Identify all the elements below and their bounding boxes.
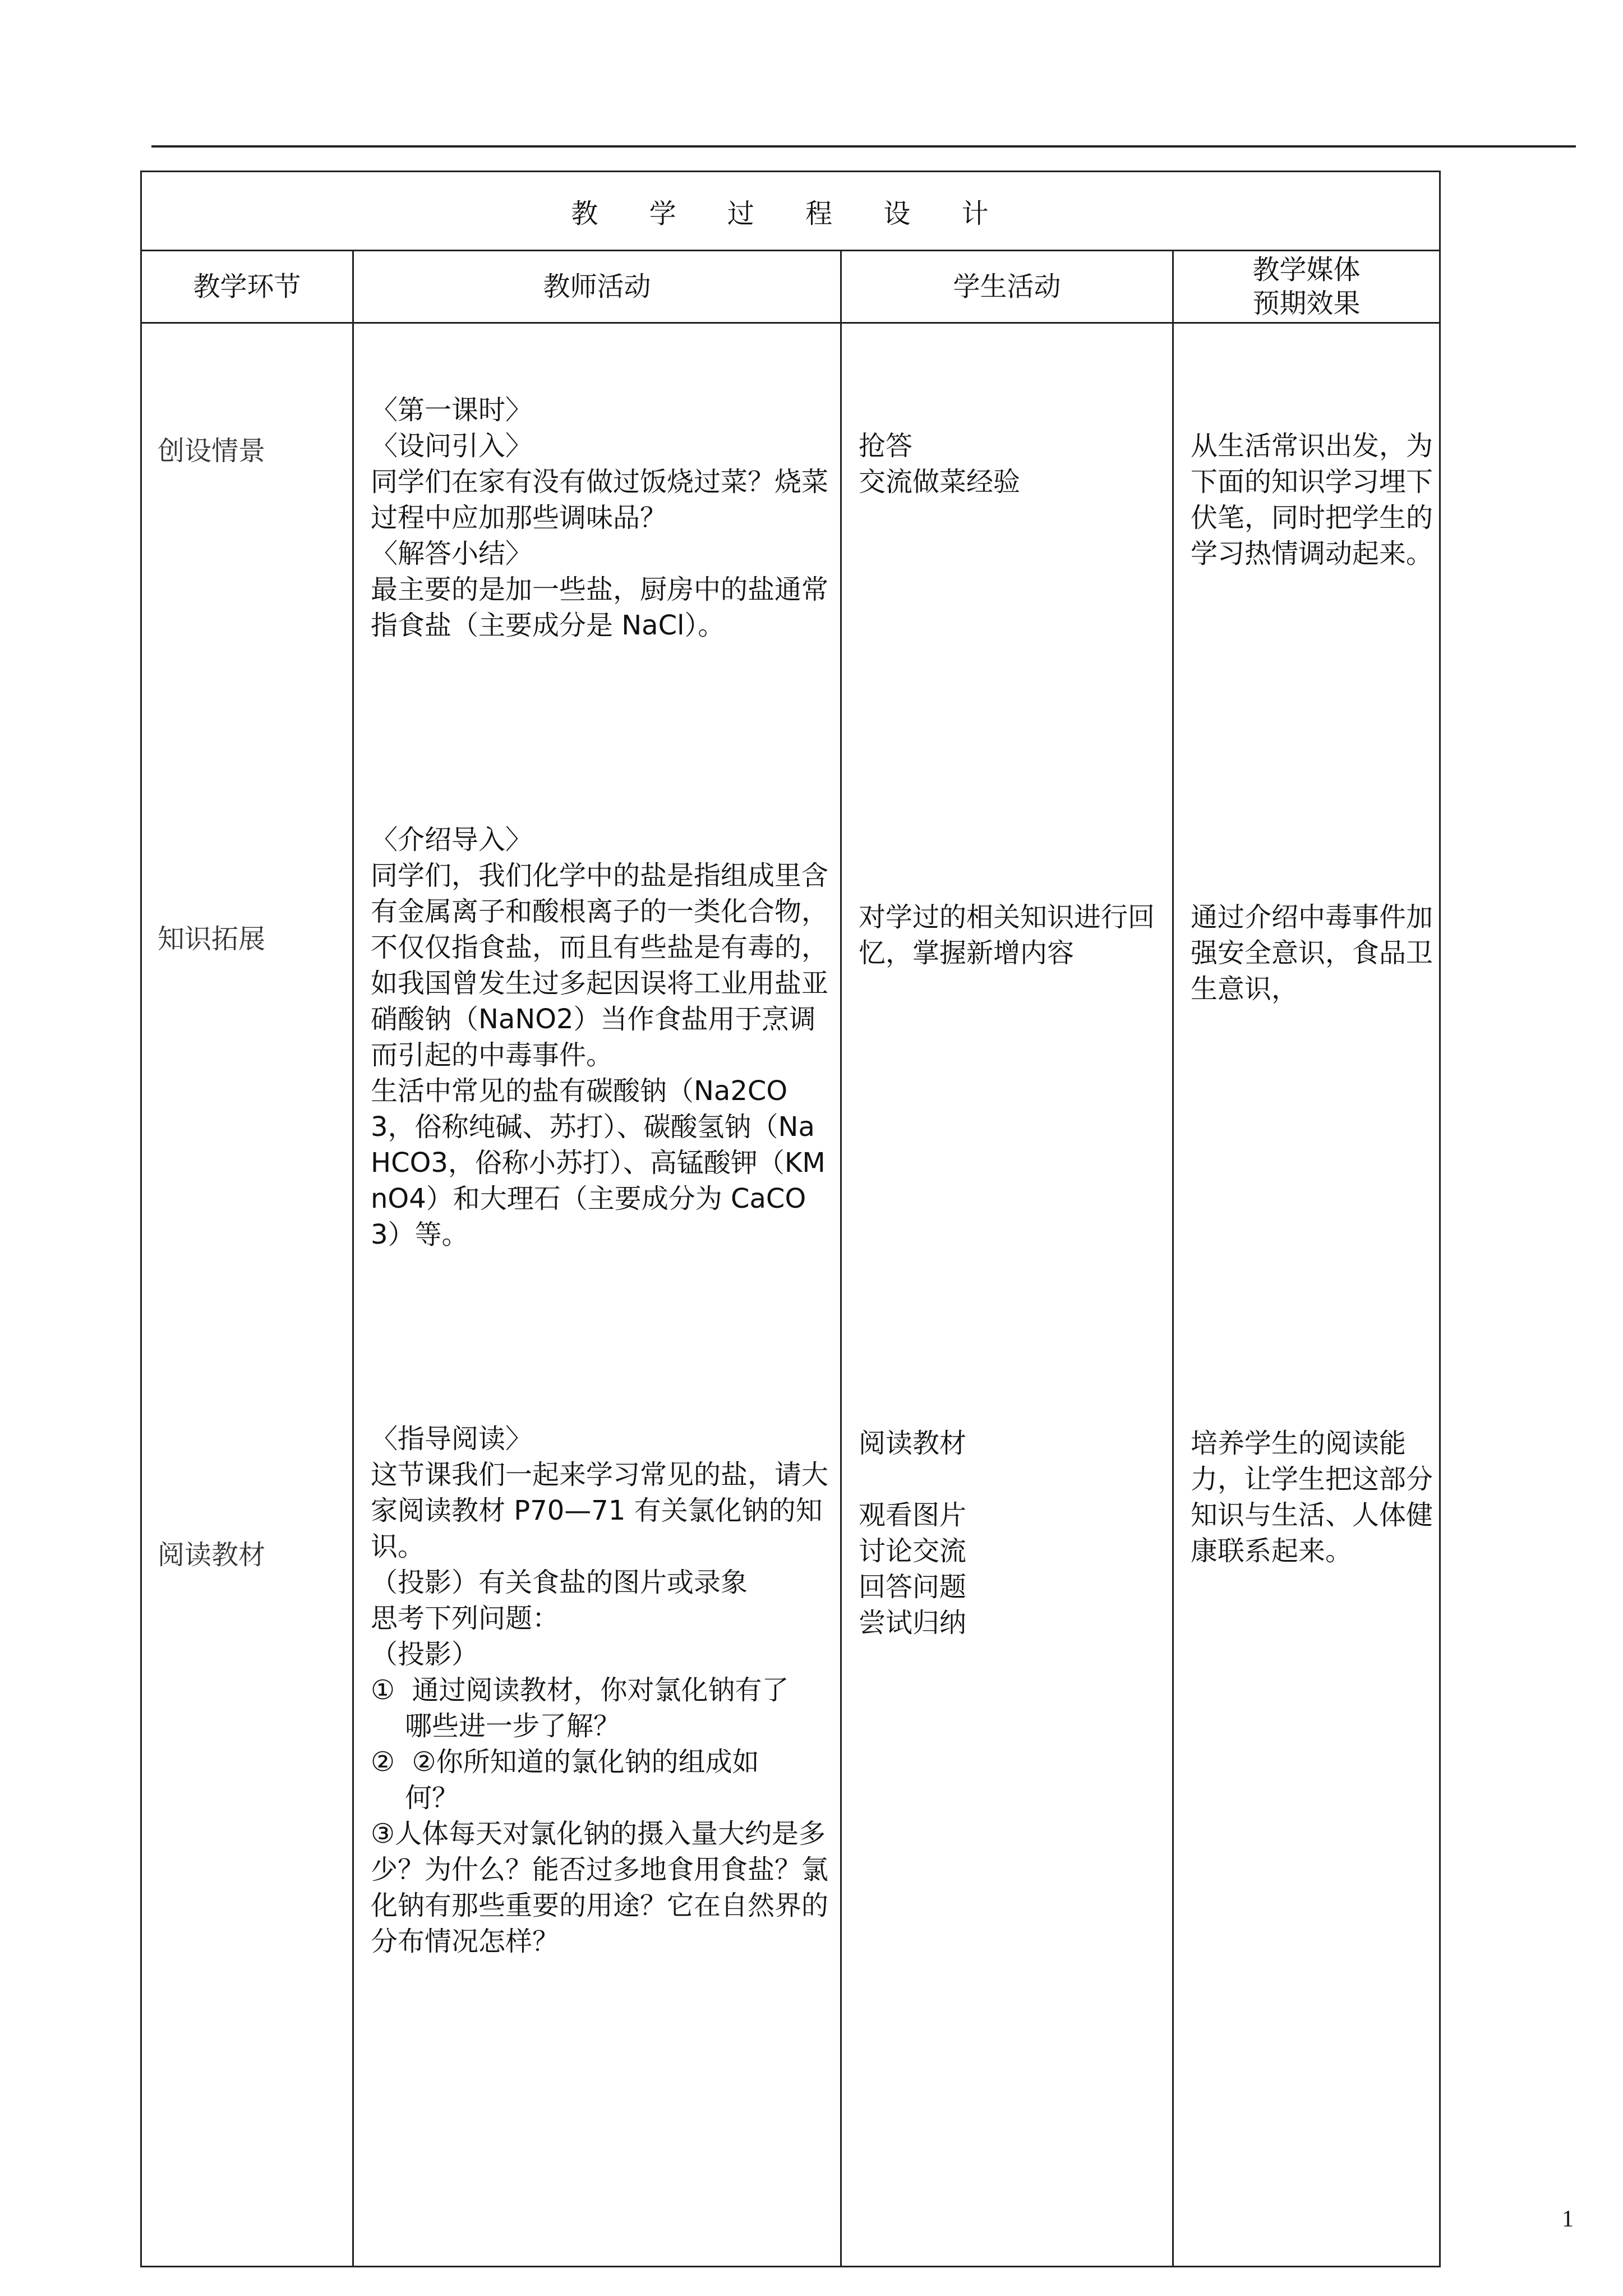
header-media-line1: 教学媒体 xyxy=(1252,254,1361,286)
teaching-process-table xyxy=(140,171,1441,2267)
student-activity: 抢答 交流做菜经验 xyxy=(859,430,1021,498)
header-stage: 教学环节 xyxy=(141,251,353,323)
stage-column xyxy=(141,323,353,2267)
header-media-effect xyxy=(1173,251,1440,323)
media-effect: 培养学生的阅读能力，让学生把这部分知识与生活、人体健康联系起来。 xyxy=(1191,1428,1433,1567)
stage-label: 创设情景 xyxy=(158,435,266,467)
teacher-activity: 〈介绍导入〉 同学们，我们化学中的盐是指组成里含有金属离子和酸根离子的一类化合物，不仅仅指食盐，而且有些盐是有毒的，如我国曾发生过多起因误将工业用盐亚硝酸钠（NaNO2）当作食盐用于烹调而引起的中毒事件。 生活中常见的盐有碳酸钠（Na2CO3，俗称纯碱、苏打）、碳酸氢钠（NaHCO3，俗称小苏打）、高锰酸钾（KMnO4）和大理石（主要成分为 CaCO3）等。 xyxy=(371,824,829,1250)
teacher-activity: 〈第一课时〉 〈设问引入〉 同学们在家有没有做过饭烧过菜？烧菜过程中应加那些调味品？ 〈解答小结〉 最主要的是加一些盐，厨房中的盐通常指食盐（主要成分是 NaCl）。 xyxy=(371,394,829,641)
header-rule xyxy=(151,145,1576,148)
media-effect: 通过介绍中毒事件加强安全意识，食品卫生意识， xyxy=(1191,901,1433,1005)
media-effect-column xyxy=(1173,323,1440,2267)
teacher-activity-column xyxy=(353,323,841,2267)
stage-label: 阅读教材 xyxy=(158,1539,266,1571)
table-title: 教 学 过 程 设 计 xyxy=(141,172,1440,251)
header-student-activity: 学生活动 xyxy=(841,251,1173,323)
page-number: 1 xyxy=(1562,2206,1574,2232)
teacher-activity: 〈指导阅读〉 这节课我们一起来学习常见的盐，请大家阅读教材 P70—71 有关氯化钠的知识。 （投影）有关食盐的图片或录象 思考下列问题： （投影） ① 通过阅读教材，你对氯化钠有了 哪些进一步了解？ ② ②你所知道的氯化钠的组成如 何？ ③人体每天对氯化钠的摄入量大约是多少？为什么？能否过多地食用食盐？氯化钠有那些重要的用途？它在自然界的分布情况怎样？ xyxy=(371,1423,829,1957)
header-teacher-activity: 教师活动 xyxy=(353,251,841,323)
student-activity: 对学过的相关知识进行回忆，掌握新增内容 xyxy=(859,901,1155,969)
stage-label: 知识拓展 xyxy=(158,923,266,955)
student-activity: 阅读教材 观看图片 讨论交流 回答问题 尝试归纳 xyxy=(859,1428,967,1639)
student-activity-column xyxy=(841,323,1173,2267)
media-effect: 从生活常识出发，为下面的知识学习埋下伏笔，同时把学生的学习热情调动起来。 xyxy=(1191,430,1433,569)
header-media-line2: 预期效果 xyxy=(1252,288,1361,319)
